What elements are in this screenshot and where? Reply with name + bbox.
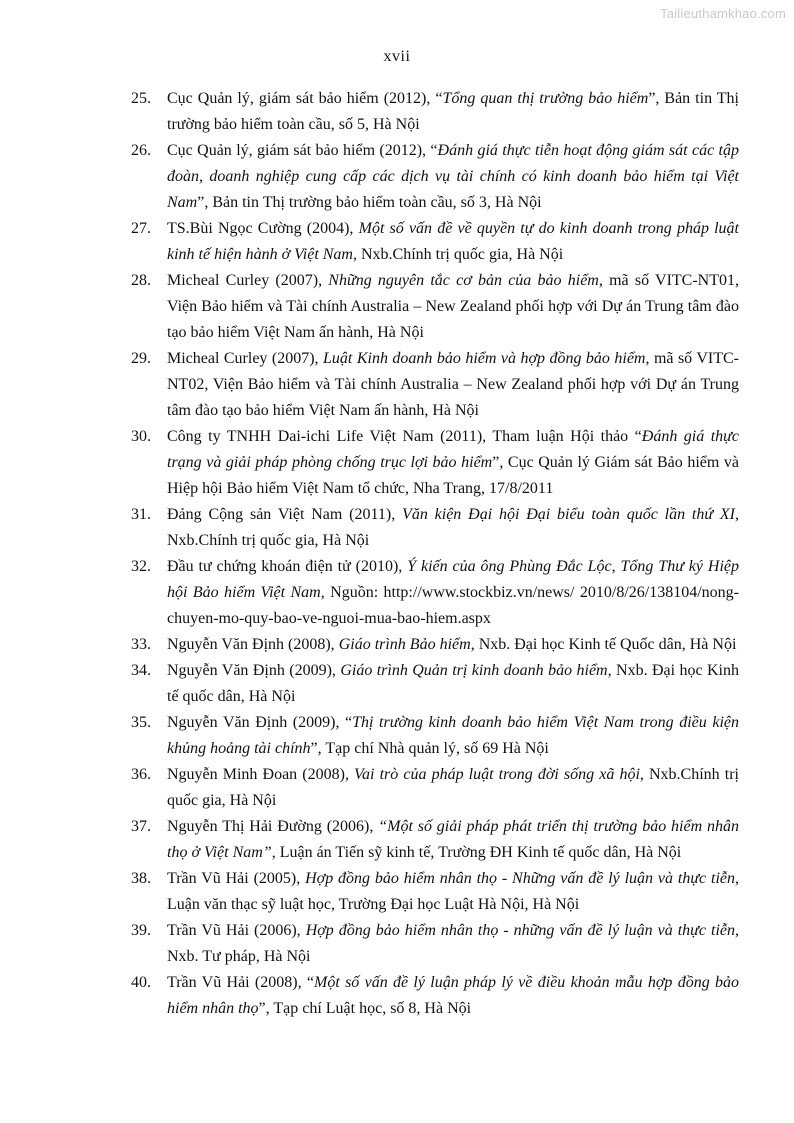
reference-text	[167, 922, 739, 965]
reference-text	[167, 636, 736, 653]
reference-title: Luật Kinh doanh bảo hiểm và hợp đồng bảo hiểm	[323, 350, 646, 367]
reference-title: Đánh giá thực trạng và giải pháp phòng chống trục lợi bảo hiểm	[167, 428, 739, 471]
page-number: xvii	[383, 48, 411, 65]
reference-title: Những nguyên tắc cơ bản của bảo hiểm	[328, 272, 599, 289]
reference-number: 33.	[131, 636, 151, 653]
reference-segment: Trần Vũ Hải (2005),	[167, 870, 306, 887]
reference-number: 26.	[131, 142, 151, 159]
reference-item	[0, 424, 739, 502]
reference-number: 36.	[131, 766, 151, 783]
reference-item	[0, 814, 739, 866]
reference-segment: Micheal Curley (2007),	[167, 272, 329, 289]
reference-text	[167, 870, 739, 913]
reference-item	[0, 554, 739, 632]
reference-segment: ”, Bản tin Thị trường bảo hiểm toàn cầu, số 5, Hà Nội	[167, 90, 740, 133]
reference-segment: Nguyễn Minh Đoan (2008),	[167, 766, 355, 783]
reference-text	[167, 90, 739, 133]
reference-segment: Đảng Cộng sản Việt Nam (2011),	[167, 506, 403, 523]
reference-item	[0, 216, 739, 268]
reference-item	[0, 866, 739, 918]
reference-text	[167, 272, 739, 341]
reference-item	[0, 658, 739, 710]
reference-title: Tổng quan thị trường bảo hiểm	[442, 90, 649, 107]
reference-segment: Micheal Curley (2007),	[167, 350, 324, 367]
reference-number: 34.	[131, 662, 151, 679]
reference-number: 31.	[131, 506, 151, 523]
reference-number: 28.	[131, 272, 151, 289]
reference-list	[0, 86, 794, 1022]
reference-title: Giáo trình Bảo hiểm	[338, 636, 471, 653]
reference-segment: ”, Bản tin Thị trường bảo hiểm toàn cầu, số 3, Hà Nội	[197, 194, 542, 211]
watermark: Tailieuthamkhao.com	[660, 6, 786, 21]
reference-text	[167, 766, 739, 809]
reference-item	[0, 346, 739, 424]
reference-segment: TS.Bùi Ngọc Cường (2004),	[167, 220, 359, 237]
reference-title: Thị trường kinh doanh bảo hiểm Việt Nam trong điều kiện khủng hoảng tài chính	[167, 714, 739, 757]
reference-number: 40.	[131, 974, 151, 991]
reference-number: 29.	[131, 350, 151, 367]
reference-segment: , Nxb.Chính trị quốc gia, Hà Nội	[167, 766, 739, 809]
reference-title: “Một số giải pháp phát triển thị trường bảo hiểm nhân thọ ở Việt Nam”	[167, 818, 740, 861]
reference-segment: Cục Quản lý, giám sát bảo hiểm (2012), “	[167, 142, 438, 159]
reference-text	[167, 974, 739, 1017]
reference-segment: Nxb.Chính trị quốc gia, Hà Nội	[167, 532, 370, 549]
reference-text	[167, 818, 739, 861]
reference-number: 25.	[131, 90, 151, 107]
reference-segment: , Nguồn: http://www.stockbiz.vn/news/ 2010/8/26/138104/nong-chuyen-mo-quy-bao-ve-nguoi-mua-bao-hiem.aspx	[167, 584, 739, 627]
reference-segment: , mã số VITC-NT02, Viện Bảo hiểm và Tài chính Australia – New Zealand phối hợp với Dự án Trung tâm đào tạo bảo hiểm Việt Nam ấn hành, Hà Nội	[167, 350, 740, 419]
reference-text	[167, 506, 739, 549]
reference-number: 27.	[131, 220, 151, 237]
reference-text	[167, 350, 739, 419]
reference-segment: , Luận án Tiến sỹ kinh tế, Trường ĐH Kinh tế quốc dân, Hà Nội	[271, 844, 682, 861]
reference-item	[0, 632, 739, 658]
reference-title: Hợp đồng bảo hiểm nhân thọ - Những vấn đề lý luận và thực tiễn	[305, 870, 735, 887]
reference-number: 30.	[131, 428, 151, 445]
reference-segment: Công ty TNHH Dai-ichi Life Việt Nam (2011), Tham luận Hội thảo “	[167, 428, 642, 445]
reference-title: Ý kiến của ông Phùng Đắc Lộc, Tổng Thư ký Hiệp hội Bảo hiểm Việt Nam	[167, 558, 740, 601]
reference-title: Đánh giá thực tiễn hoạt động giám sát các tập đoàn, doanh nghiệp cung cấp các dịch vụ tài chính có kinh doanh bảo hiểm tại Việt Nam	[167, 142, 740, 211]
reference-segment: Trần Vũ Hải (2008), “	[167, 974, 314, 991]
reference-text	[167, 220, 739, 263]
reference-title: Một số vấn đề lý luận pháp lý về điều khoản mẫu hợp đồng bảo hiểm nhân thọ	[167, 974, 740, 1017]
reference-item	[0, 762, 739, 814]
reference-segment: ”, Cục Quản lý Giám sát Bảo hiểm và Hiệp hội Bảo hiểm Việt Nam tổ chức, Nha Trang, 17/8/2011	[167, 454, 739, 497]
reference-segment: ”, Tạp chí Nhà quản lý, số 69 Hà Nội	[310, 740, 549, 757]
reference-segment: Cục Quản lý, giám sát bảo hiểm (2012), “	[167, 90, 443, 107]
reference-title: Văn kiện Đại hội Đại biểu toàn quốc lần thứ XI,	[402, 506, 739, 523]
reference-number: 39.	[131, 922, 151, 939]
reference-text	[167, 428, 739, 497]
reference-item	[0, 86, 739, 138]
reference-number: 37.	[131, 818, 151, 835]
reference-segment: , Nxb. Đại học Kinh tế Quốc dân, Hà Nội	[470, 636, 737, 653]
reference-segment: , Nxb. Tư pháp, Hà Nội	[167, 922, 739, 965]
reference-item	[0, 268, 739, 346]
reference-segment: , Luận văn thạc sỹ luật học, Trường Đại học Luật Hà Nội, Hà Nội	[167, 870, 739, 913]
reference-text	[167, 714, 739, 757]
reference-number: 32.	[131, 558, 151, 575]
reference-item	[0, 918, 739, 970]
reference-title: Hợp đồng bảo hiểm nhân thọ - những vấn đề lý luận và thực tiễn	[305, 922, 735, 939]
reference-item	[0, 138, 739, 216]
reference-segment: , Nxb. Đại học Kinh tế quốc dân, Hà Nội	[167, 662, 739, 705]
reference-item	[0, 710, 739, 762]
reference-segment: Nguyễn Văn Định (2009), “	[167, 714, 353, 731]
reference-segment: , Nxb.Chính trị quốc gia, Hà Nội	[352, 246, 564, 263]
reference-number: 35.	[131, 714, 151, 731]
reference-title: Giáo trình Quản trị kinh doanh bảo hiểm	[340, 662, 608, 679]
reference-text	[167, 558, 739, 627]
reference-segment: , mã số VITC-NT01, Viện Bảo hiểm và Tài chính Australia – New Zealand phối hợp với Dự án Trung tâm đào tạo bảo hiểm Việt Nam ấn hành, Hà Nội	[167, 272, 739, 341]
reference-title: Một số vấn đề về quyền tự do kinh doanh trong pháp luật kinh tế hiện hành ở Việt Nam	[167, 220, 740, 263]
reference-segment: Trần Vũ Hải (2006),	[167, 922, 306, 939]
reference-segment: Đầu tư chứng khoán điện tử (2010),	[167, 558, 408, 575]
reference-title: Vai trò của pháp luật trong đời sống xã hội	[354, 766, 640, 783]
reference-text	[167, 142, 739, 211]
reference-segment: Nguyễn Văn Định (2009),	[167, 662, 341, 679]
reference-number: 38.	[131, 870, 151, 887]
reference-segment: Nguyễn Thị Hải Đường (2006),	[167, 818, 379, 835]
reference-item	[0, 502, 739, 554]
reference-item	[0, 970, 739, 1022]
reference-text	[167, 662, 739, 705]
reference-segment: ”, Tạp chí Luật học, số 8, Hà Nội	[258, 1000, 472, 1017]
reference-segment: Nguyễn Văn Định (2008),	[167, 636, 339, 653]
